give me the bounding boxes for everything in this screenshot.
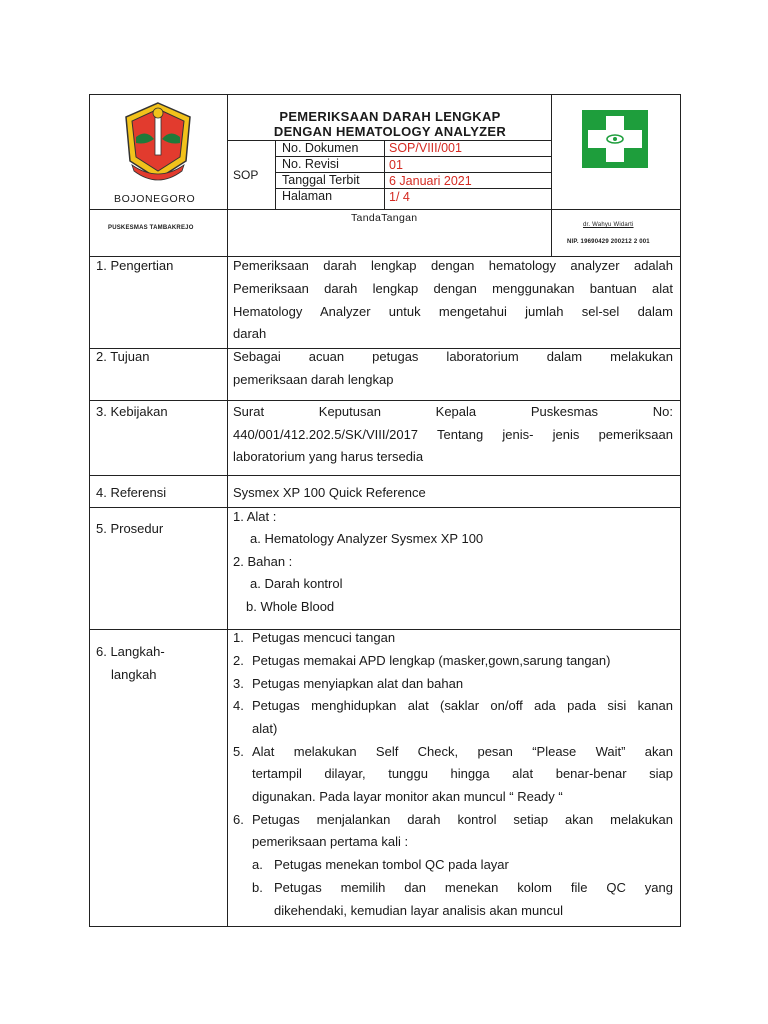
section-label-pengertian: 1. Pengertian <box>96 258 174 273</box>
prosedur-line: 1. Alat : <box>233 509 277 524</box>
kebijakan-line: Surat Keputusan Kepala Puskesmas No: <box>233 404 673 419</box>
pengertian-line: Pemeriksaan darah lengkap dengan hematology analyzer adalah <box>233 258 673 273</box>
section-label-kebijakan: 3. Kebijakan <box>96 404 168 419</box>
step-number: 3. <box>233 676 244 691</box>
document-title-line2: DENGAN HEMATOLOGY ANALYZER <box>273 124 507 139</box>
prosedur-line: a. Darah kontrol <box>250 576 343 591</box>
puskesmas-logo-icon <box>580 108 650 170</box>
section-label-langkah-2: langkah <box>111 667 157 682</box>
step-line: Petugas menyiapkan alat dan bahan <box>252 676 464 691</box>
kebijakan-line: laboratorium yang harus tersedia <box>233 449 424 464</box>
pengertian-line: Hematology Analyzer untuk mengetahui jumlah sel-sel dalam <box>233 304 673 319</box>
document-title-line1: PEMERIKSAAN DARAH LENGKAP <box>279 109 501 124</box>
step-line: Alat melakukan Self Check, pesan “Please Wait” akan <box>252 744 673 759</box>
step-line: alat) <box>252 721 278 736</box>
substep-line: dikehendaki, kemudian layar analisis akan muncul <box>274 903 564 918</box>
prosedur-line: a. Hematology Analyzer Sysmex XP 100 <box>250 531 484 546</box>
field-value-tanggal-terbit: 6 Januari 2021 <box>389 174 472 188</box>
field-value-halaman: 1/ 4 <box>389 190 410 204</box>
step-line: Petugas memakai APD lengkap (masker,gown,sarung tangan) <box>252 653 611 668</box>
step-number: 2. <box>233 653 244 668</box>
section-label-langkah: 6. Langkah- <box>96 644 165 659</box>
substep-line: Petugas memilih dan menekan kolom file QC yang <box>274 880 673 895</box>
field-label-no-revisi: No. Revisi <box>282 157 339 171</box>
prosedur-line: 2. Bahan : <box>233 554 293 569</box>
field-label-halaman: Halaman <box>282 189 333 203</box>
signer-nip: NIP. 19690429 200212 2 001 <box>567 239 650 245</box>
step-line: Petugas menjalankan darah kontrol setiap akan melakukan <box>252 812 673 827</box>
step-number: 1. <box>233 630 244 645</box>
field-value-no-revisi: 01 <box>389 158 403 172</box>
field-label-tanggal-terbit: Tanggal Terbit <box>282 173 360 187</box>
step-line: Petugas mencuci tangan <box>252 630 396 645</box>
tujuan-line: Sebagai acuan petugas laboratorium dalam melakukan <box>233 349 673 364</box>
tujuan-line: pemeriksaan darah lengkap <box>233 372 394 387</box>
substep-line: Petugas menekan tombol QC pada layar <box>274 857 509 872</box>
doc-type-label: SOP <box>233 168 259 182</box>
field-label-no-dokumen: No. Dokumen <box>282 141 359 155</box>
signature-label: TandaTangan <box>351 212 418 224</box>
referensi-text: Sysmex XP 100 Quick Reference <box>233 485 426 500</box>
field-value-no-dokumen: SOP/VIII/001 <box>389 141 462 155</box>
bojonegoro-emblem-icon <box>118 99 198 194</box>
substep-letter: a. <box>252 857 263 872</box>
step-line: digunakan. Pada layar monitor akan muncul “ Ready “ <box>252 789 563 804</box>
prosedur-line: b. Whole Blood <box>246 599 335 614</box>
regency-name: BOJONEGORO <box>114 193 196 205</box>
step-line: Petugas menghidupkan alat (saklar on/off ada pada sisi kanan <box>252 698 673 713</box>
section-label-referensi: 4. Referensi <box>96 485 167 500</box>
section-label-tujuan: 2. Tujuan <box>96 349 150 364</box>
step-line: pemeriksaan pertama kali : <box>252 834 409 849</box>
step-number: 4. <box>233 698 244 713</box>
step-number: 6. <box>233 812 244 827</box>
clinic-name: PUSKESMAS TAMBAKREJO <box>108 225 194 231</box>
step-line: tertampil dilayar, tunggu hingga alat benar-benar siap <box>252 766 673 781</box>
signer-name: dr. Wahyu Widarti <box>583 222 634 228</box>
substep-letter: b. <box>252 880 263 895</box>
section-label-prosedur: 5. Prosedur <box>96 521 164 536</box>
step-number: 5. <box>233 744 244 759</box>
pengertian-line: Pemeriksaan darah lengkap dengan menggunakan bantuan alat <box>233 281 673 296</box>
pengertian-line: darah <box>233 326 267 341</box>
kebijakan-line: 440/001/412.202.5/SK/VIII/2017 Tentang jenis- jenis pemeriksaan <box>233 427 673 442</box>
